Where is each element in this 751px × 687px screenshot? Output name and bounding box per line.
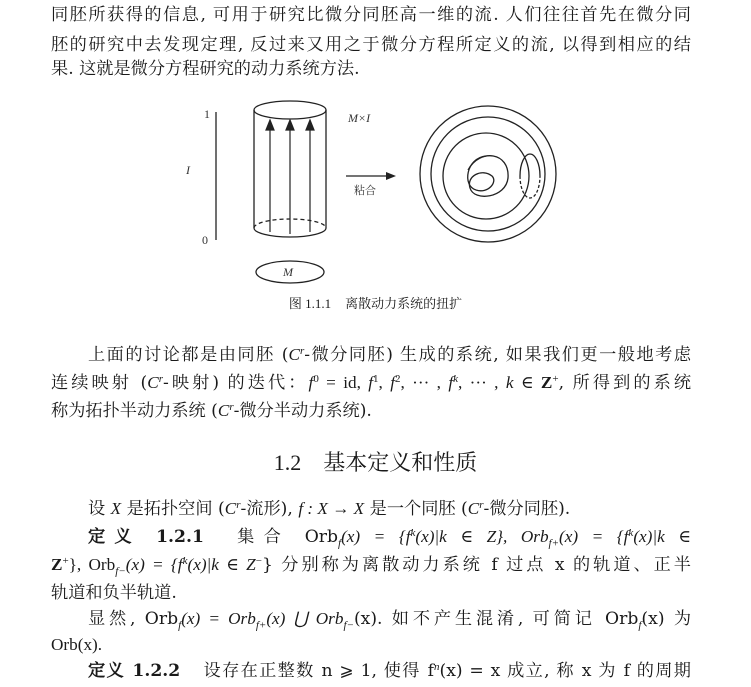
figure-caption: [0, 292, 751, 317]
paragraph-2-line-3: [51, 396, 691, 426]
math-run: X: [110, 499, 122, 518]
paragraph-1-line-3: 果. 这就是微分方程研究的动力系统方法.: [51, 59, 360, 79]
paragraph-2-line-1: [88, 340, 691, 370]
gluing-label: 粘合: [354, 184, 376, 197]
math-run: 显然, Orb: [88, 609, 179, 629]
flow-arrows: [266, 120, 314, 234]
math-run: = id,: [318, 373, 369, 392]
axis-label-bottom: 0: [202, 233, 208, 247]
definition-label: 定义 1.2.1: [88, 527, 204, 547]
math-sub: f+: [255, 619, 267, 632]
text-run: 轨道和负半轨道.: [51, 583, 177, 603]
math-sup: k: [410, 527, 416, 539]
math-sup: +: [62, 555, 69, 567]
product-label: M×I: [348, 111, 371, 125]
axis-label-top: 1: [204, 107, 210, 121]
gluing-arrow-head: [386, 172, 396, 180]
text-run: 连续映射 (: [51, 373, 148, 393]
math-run: C: [224, 499, 237, 518]
math-run: 集合 Orb: [227, 527, 339, 547]
text-run: 是一个同胚 (: [364, 499, 468, 519]
text-run: , 所得到的系统: [558, 373, 692, 393]
math-sub: f−: [343, 619, 354, 632]
math-sup: 2: [394, 373, 401, 385]
math-run: f : X → X: [298, 499, 365, 518]
math-run: (x) = Orb: [181, 609, 256, 628]
math-sup: k: [453, 373, 458, 385]
math-run: (x) = {f: [125, 555, 183, 574]
math-run: C: [217, 401, 230, 420]
paragraph-1-line-2: 胚的研究中去发现定理, 反过来又用之于微分方程所定义的流, 以得到相应的结: [51, 35, 691, 55]
math-run: ∈: [513, 373, 541, 392]
math-sub: f: [638, 619, 642, 632]
math-sup: r: [479, 499, 484, 511]
math-run: (x)|k ∈ Z}, Orb: [415, 527, 549, 546]
math-run: f: [390, 373, 395, 392]
math-run: ,: [378, 373, 391, 392]
caption-number: 图 1.1.1: [288, 296, 332, 311]
math-run: f: [368, 373, 374, 392]
section-title: 基本定义和性质: [323, 451, 478, 476]
math-run: (x) = {f: [559, 527, 629, 546]
axis-label-interval: I: [186, 163, 190, 177]
math-run: , ··· ,: [400, 373, 449, 392]
text-run: -映射) 的迭代：: [162, 373, 309, 393]
math-sup: k: [182, 555, 188, 567]
math-sup: 1: [373, 373, 379, 385]
math-run: C: [467, 499, 480, 518]
section-number: 1.2: [273, 450, 302, 475]
definition-1-2-2-line-1: [88, 656, 691, 686]
math-sup: r: [229, 401, 234, 413]
math-sub: f−: [115, 565, 126, 578]
math-sup: r: [158, 373, 163, 385]
math-sup: k: [628, 527, 634, 539]
text-run: 设存在正整数 n ⩾ 1, 使得 f: [202, 661, 434, 681]
math-sub: f: [178, 619, 182, 632]
math-sub: f+: [548, 537, 560, 550]
math-run: (x)|k ∈: [633, 527, 691, 546]
math-run: f: [308, 373, 314, 392]
torus: [420, 106, 556, 242]
math-run: (x) = {f: [341, 527, 411, 546]
figure-suspension-diagram: [170, 98, 570, 294]
text-run: (x) 为: [641, 609, 692, 629]
text-run: (x) = x 成立, 称 x 为 f 的周期: [439, 661, 691, 681]
math-run: }, Orb: [68, 555, 116, 574]
math-sup: r: [236, 499, 241, 511]
caption-text: 离散动力系统的扭扩: [345, 297, 463, 312]
text-run: (x). 如不产生混淆, 可简记 Orb: [353, 609, 639, 629]
math-sub: f: [338, 537, 342, 550]
text-run: -微分同胚).: [483, 499, 571, 519]
math-sup: n: [434, 661, 440, 673]
math-run: (x) ⋃ Orb: [266, 609, 344, 628]
text-run: 上面的讨论都是由同胚 (: [88, 345, 289, 365]
math-sup: 0: [313, 373, 319, 385]
definition-label: 定义 1.2.2: [88, 661, 181, 681]
math-run: , ··· ,: [458, 373, 506, 392]
text-run: 是拓扑空间 (: [121, 499, 225, 519]
math-run: (x)|k ∈ Z: [187, 555, 256, 574]
paragraph-3-line-1: [88, 494, 691, 524]
base-label: M: [283, 265, 293, 279]
math-sup: +: [552, 373, 559, 385]
paragraph-1-line-1: 同胚所获得的信息, 可用于研究比微分同胚高一维的流. 人们往往首先在微分同: [51, 5, 691, 25]
math-run: k: [505, 373, 514, 392]
text-run: 称为拓扑半动力系统 (: [51, 401, 218, 421]
text-run: -微分同胚) 生成的系统, 如果我们更一般地考虑: [304, 345, 692, 365]
paragraph-2-line-2: [51, 368, 691, 398]
math-run: Z: [540, 373, 553, 392]
text-run: -流形),: [240, 499, 299, 519]
text-run: } 分别称为离散动力系统 f 过点 x 的轨道、正半: [261, 555, 691, 575]
section-heading: [0, 446, 751, 481]
text-run: -微分半动力系统).: [233, 401, 372, 421]
text-run: 设: [88, 499, 111, 519]
math-run: f: [448, 373, 454, 392]
math-sup: r: [299, 345, 305, 357]
math-run: C: [147, 373, 159, 392]
math-run: Orb(x).: [51, 635, 103, 654]
math-run: C: [288, 345, 300, 364]
math-run: Z: [51, 555, 63, 574]
math-sup: −: [255, 555, 262, 567]
